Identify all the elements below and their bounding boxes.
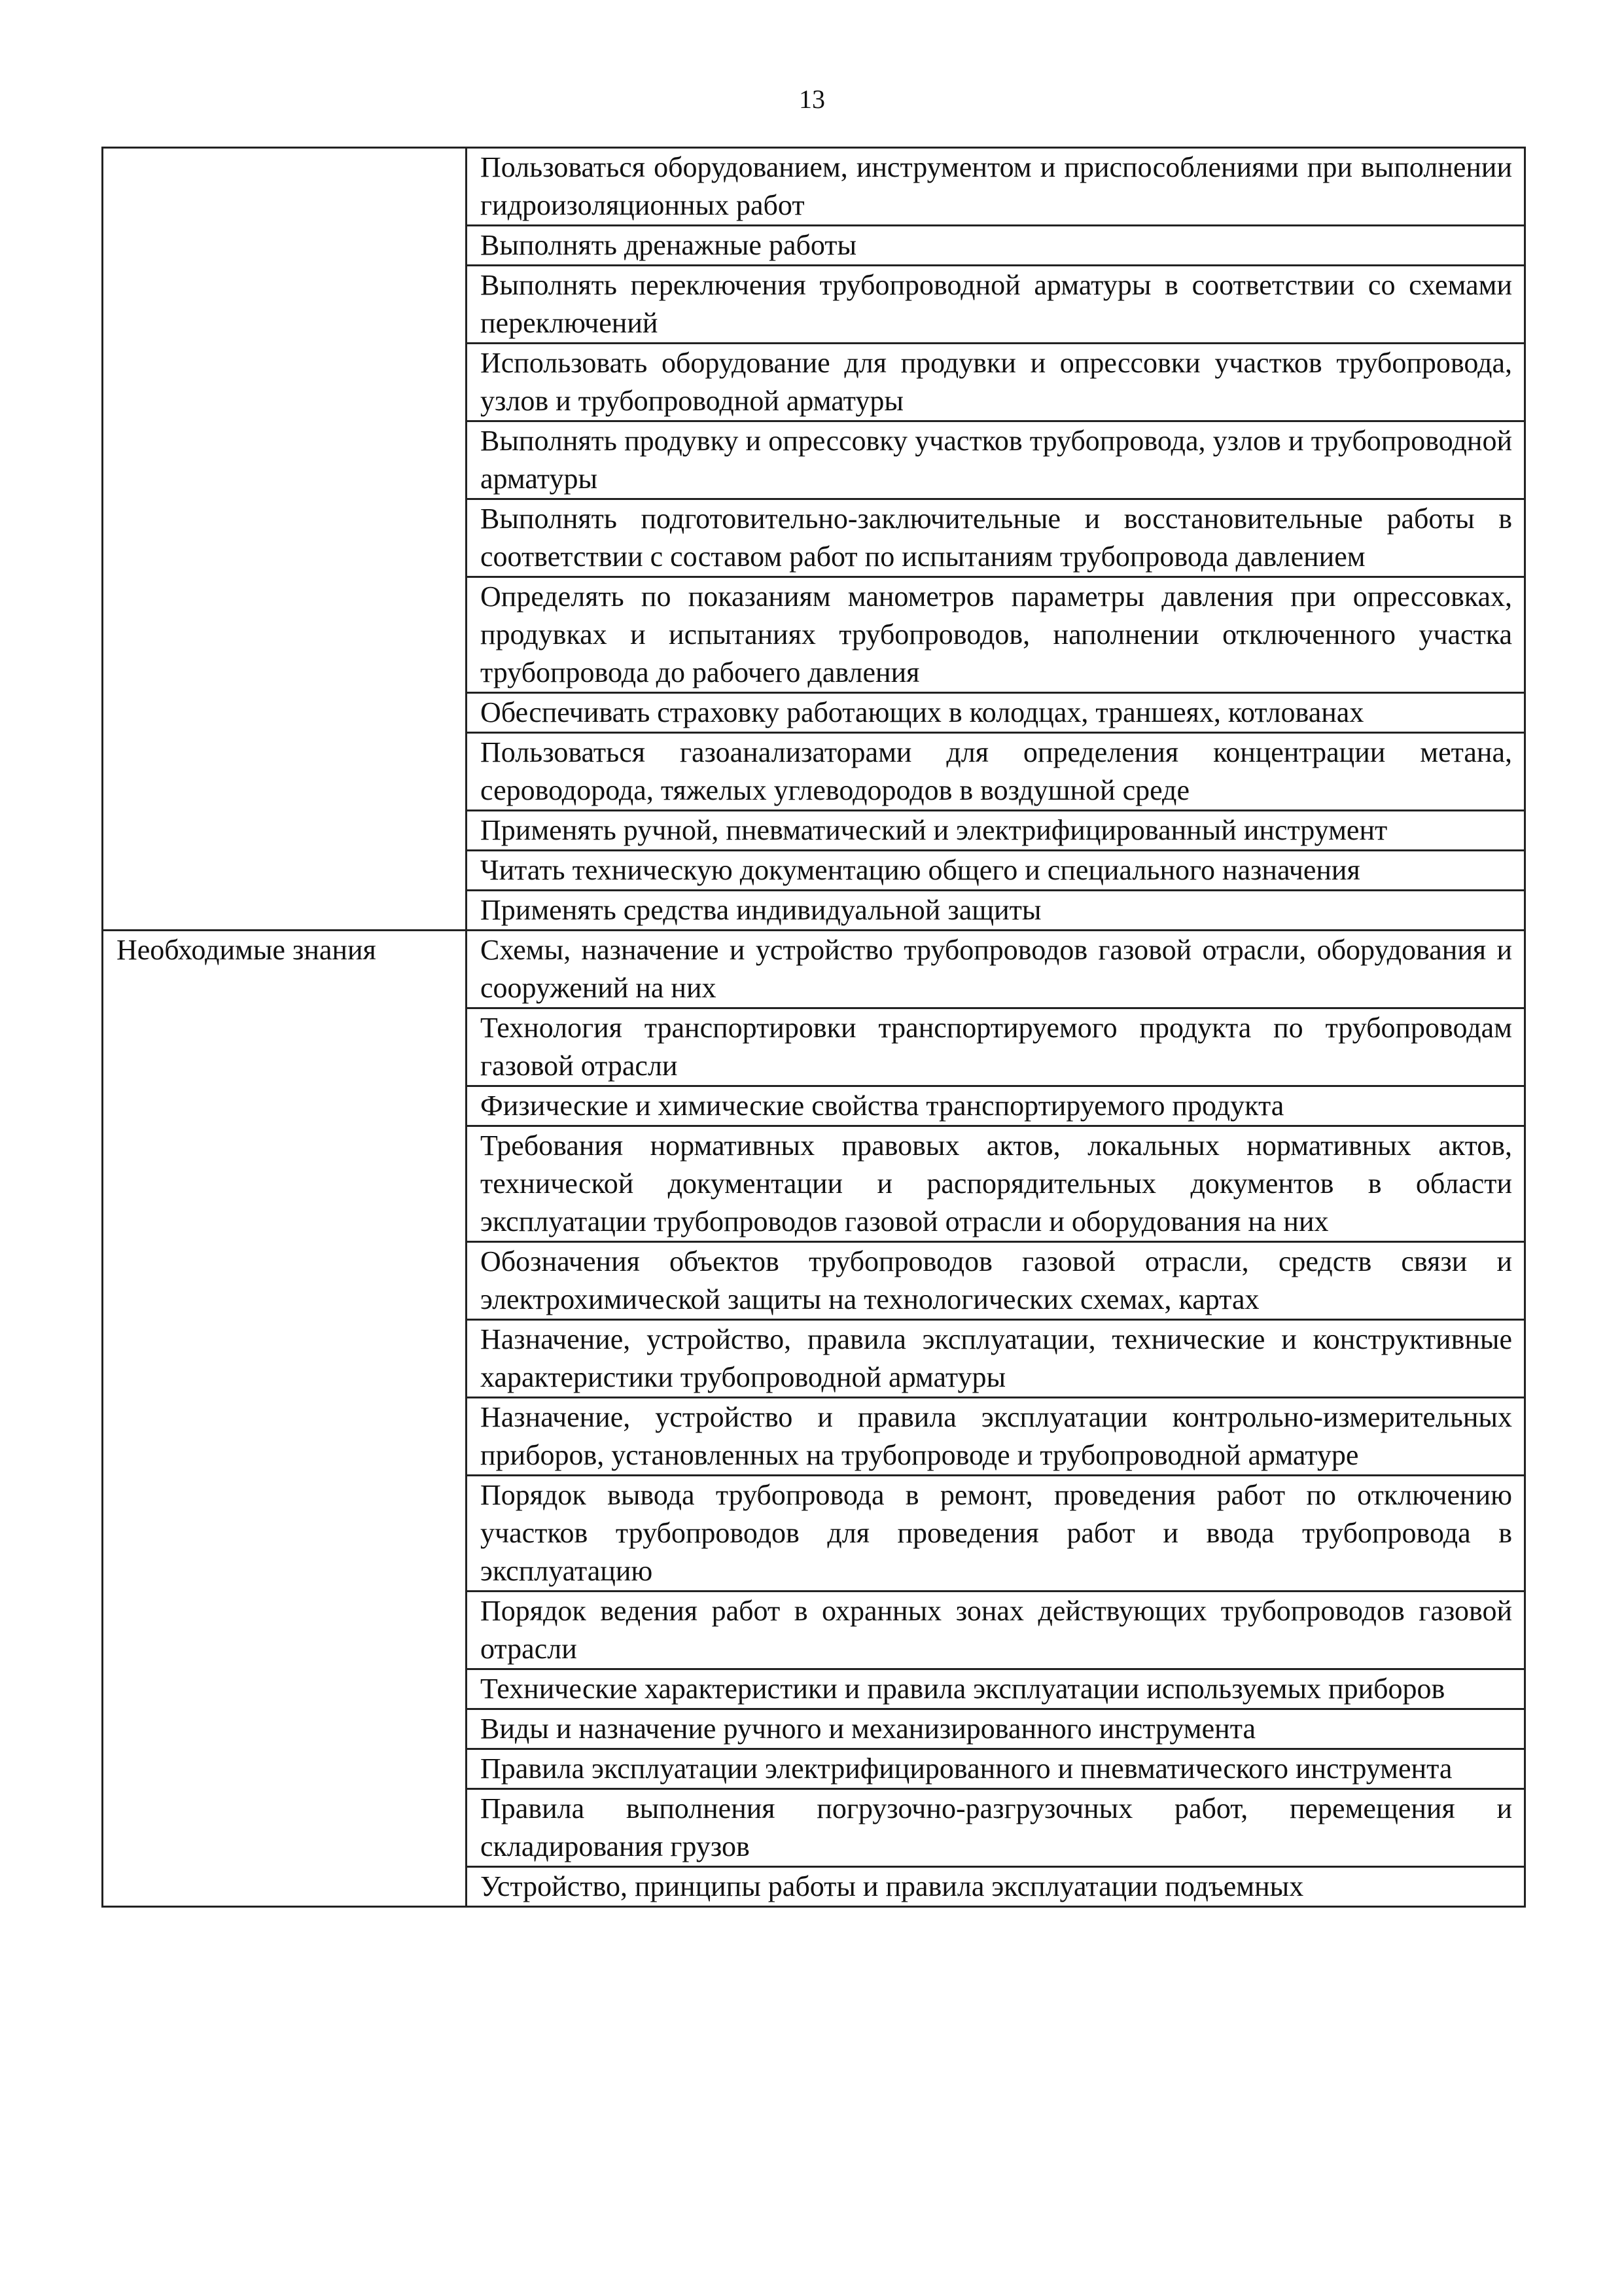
- competency-table: [101, 147, 1526, 1908]
- knowledge-cell: Технология транспортировки транспортируемого продукта по трубопроводам газовой отрасли: [467, 1008, 1525, 1086]
- knowledge-cell: Требования нормативных правовых актов, локальных нормативных актов, технической документации и распорядительных документов в области эксплуатации трубопроводов газовой отрасли и оборудования на них: [467, 1126, 1525, 1242]
- knowledge-cell: Порядок ведения работ в охранных зонах действующих трубопроводов газовой отрасли: [467, 1592, 1525, 1669]
- knowledge-cell: Физические и химические свойства транспортируемого продукта: [467, 1086, 1525, 1126]
- skill-cell: Обеспечивать страховку работающих в колодцах, траншеях, котлованах: [467, 693, 1525, 733]
- knowledge-cell: Порядок вывода трубопровода в ремонт, проведения работ по отключению участков трубопроводов для проведения работ и ввода трубопровода в эксплуатацию: [467, 1476, 1525, 1592]
- skill-cell: Выполнять подготовительно-заключительные и восстановительные работы в соответствии с составом работ по испытаниям трубопровода давлением: [467, 499, 1525, 577]
- table-row: [103, 931, 1525, 1008]
- skill-cell: Определять по показаниям манометров параметры давления при опрессовках, продувках и испытаниях трубопроводов, наполнении отключенного участка трубопровода до рабочего давления: [467, 577, 1525, 693]
- knowledge-label-cell: Необходимые знания: [103, 931, 467, 1907]
- knowledge-cell: Правила эксплуатации электрифицированного и пневматического инструмента: [467, 1749, 1525, 1789]
- skill-cell: Применять ручной, пневматический и электрифицированный инструмент: [467, 811, 1525, 851]
- skill-cell: Выполнять переключения трубопроводной арматуры в соответствии со схемами переключений: [467, 266, 1525, 344]
- skill-cell: Применять средства индивидуальной защиты: [467, 891, 1525, 931]
- knowledge-cell: Назначение, устройство и правила эксплуатации контрольно-измерительных приборов, установленных на трубопроводе и трубопроводной арматуре: [467, 1398, 1525, 1476]
- knowledge-cell: Устройство, принципы работы и правила эксплуатации подъемных: [467, 1867, 1525, 1907]
- skill-cell: Использовать оборудование для продувки и опрессовки участков трубопровода, узлов и трубопроводной арматуры: [467, 344, 1525, 421]
- left-column-empty-cell: [103, 148, 467, 931]
- knowledge-cell: Правила выполнения погрузочно-разгрузочных работ, перемещения и складирования грузов: [467, 1789, 1525, 1867]
- knowledge-cell: Схемы, назначение и устройство трубопроводов газовой отрасли, оборудования и сооружений на них: [467, 931, 1525, 1008]
- knowledge-cell: Обозначения объектов трубопроводов газовой отрасли, средств связи и электрохимической защиты на технологических схемах, картах: [467, 1242, 1525, 1320]
- page-number: 13: [799, 84, 825, 114]
- skill-cell: Пользоваться газоанализаторами для определения концентрации метана, сероводорода, тяжелых углеводородов в воздушной среде: [467, 733, 1525, 811]
- skill-cell: Выполнять дренажные работы: [467, 226, 1525, 266]
- skill-cell: Выполнять продувку и опрессовку участков трубопровода, узлов и трубопроводной арматуры: [467, 421, 1525, 499]
- knowledge-cell: Виды и назначение ручного и механизированного инструмента: [467, 1709, 1525, 1749]
- skill-cell: Пользоваться оборудованием, инструментом и приспособлениями при выполнении гидроизоляционных работ: [467, 148, 1525, 226]
- table-row: [103, 148, 1525, 226]
- skill-cell: Читать техническую документацию общего и специального назначения: [467, 851, 1525, 891]
- knowledge-cell: Назначение, устройство, правила эксплуатации, технические и конструктивные характеристики трубопроводной арматуры: [467, 1320, 1525, 1398]
- knowledge-cell: Технические характеристики и правила эксплуатации используемых приборов: [467, 1669, 1525, 1709]
